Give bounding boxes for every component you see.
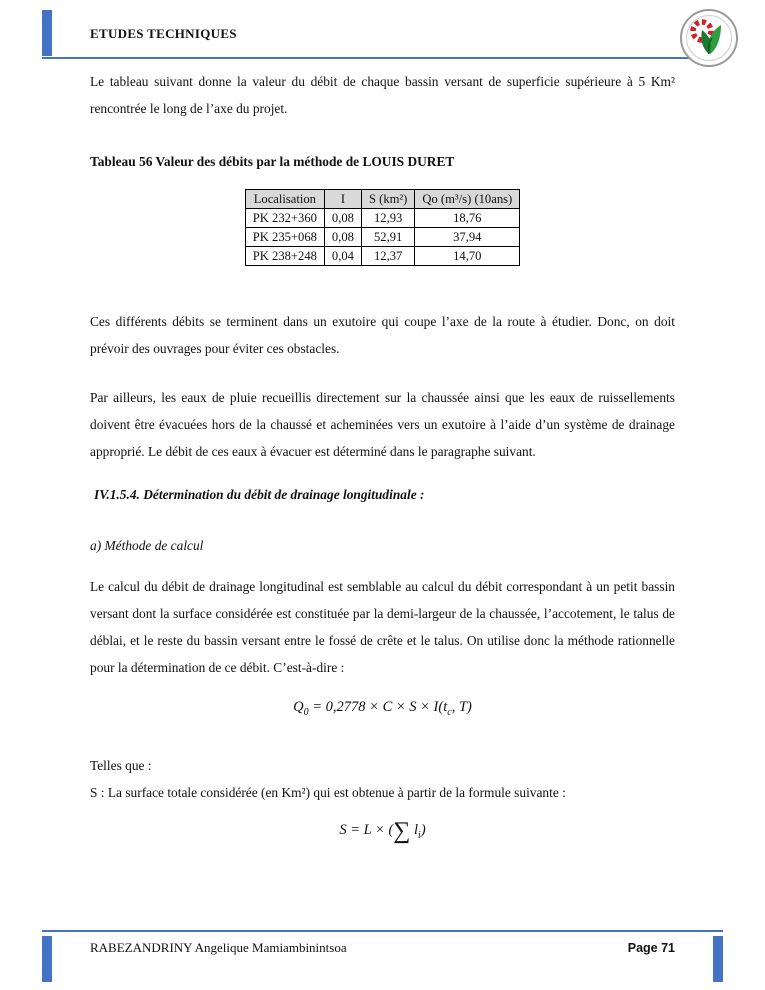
table-cell: 0,04 (324, 247, 361, 266)
table-header-cell: Localisation (245, 190, 324, 209)
subsection-heading: a) Méthode de calcul (90, 538, 204, 553)
table-cell: 18,76 (415, 209, 520, 228)
table-cell: 0,08 (324, 209, 361, 228)
table-cell: 52,91 (361, 228, 414, 247)
footer-accent-bar-left (42, 936, 52, 982)
paragraph-s-definition: S : La surface totale considérée (en Km²) qui est obtenue à partir de la formule suivante : (90, 784, 566, 800)
table-cell: 37,94 (415, 228, 520, 247)
table-cell: PK 238+248 (245, 247, 324, 266)
paragraph-par-ailleurs: Par ailleurs, les eaux de pluie recueillis directement sur la chaussée ainsi que les eaux de ruissellements doivent être évacuées hors de la chaussé et acheminées vers un exutoire à l’aide d’un système de drainage approprié. Le débit de ces eaux à évacuer est déterminé dans le paragraphe suivant. (90, 390, 675, 459)
formula-s-tail: ) (420, 821, 426, 838)
footer-page-number: Page 71 (627, 941, 675, 955)
formula-q0-var: Q (293, 699, 304, 715)
table-header-cell: S (km²) (361, 190, 414, 209)
footer-divider (42, 930, 723, 932)
sigma-symbol: ∑ (393, 817, 411, 844)
formula-q0-var-sub: 0 (303, 706, 309, 718)
footer-author: RABEZANDRINY Angelique Mamiambinintsoa (90, 940, 347, 955)
section-heading: IV.1.5.4. Détermination du débit de drainage longitudinale : (94, 487, 425, 502)
table-header-cell: I (324, 190, 361, 209)
table-header-row (245, 190, 519, 209)
formula-s-term-sub: i (418, 829, 421, 841)
formula-s-term: l (410, 821, 419, 838)
page-header-title: ETUDES TECHNIQUES (90, 26, 237, 41)
table-cell: 12,93 (361, 209, 414, 228)
footer-accent-bar-right (713, 936, 723, 982)
table-caption: Tableau 56 Valeur des débits par la méthode de LOUIS DURET (90, 154, 455, 169)
table-row (245, 228, 519, 247)
paragraph-telles-que: Telles que : (90, 757, 152, 773)
paragraph-method: Le calcul du débit de drainage longitudinal est semblable au calcul du débit correspondant à un petit bassin versant dont la surface considérée est constituée par la demi-largeur de la chaussée, l’accotement, le talus de déblai, et le reste du bassin versant entre le fossé de crête et le talus. On utilise donc la méthode rationnelle pour la détermination de ce débit. C’est-à-dire : (90, 579, 675, 675)
formula-q0-tail: , T) (451, 699, 472, 715)
table-row (245, 209, 519, 228)
formula-q0-body: = 0,2778 × C × S × I(t (308, 699, 448, 715)
table-header-cell: Qo (m³/s) (10ans) (415, 190, 520, 209)
paragraph-exutoire: Ces différents débits se terminent dans un exutoire qui coupe l’axe de la route à étudier. Donc, on doit prévoir des ouvrages pour éviter ces obstacles. (90, 314, 675, 356)
document-body (0, 58, 765, 844)
formula-surface (90, 817, 675, 844)
debits-table (245, 189, 520, 266)
table-cell: 0,08 (324, 228, 361, 247)
table-cell: 12,37 (361, 247, 414, 266)
table-cell: PK 232+360 (245, 209, 324, 228)
header-accent-bar (42, 10, 52, 56)
paragraph-intro: Le tableau suivant donne la valeur du débit de chaque bassin versant de superficie supérieure à 5 Km² rencontrée le long de l’axe du projet. (90, 74, 675, 116)
table-cell: PK 235+068 (245, 228, 324, 247)
table-cell: 14,70 (415, 247, 520, 266)
formula-q0 (90, 699, 675, 718)
formula-s-lead: S = L × ( (339, 821, 394, 838)
formula-q0-arg-sub: c (447, 706, 452, 718)
table-row (245, 247, 519, 266)
